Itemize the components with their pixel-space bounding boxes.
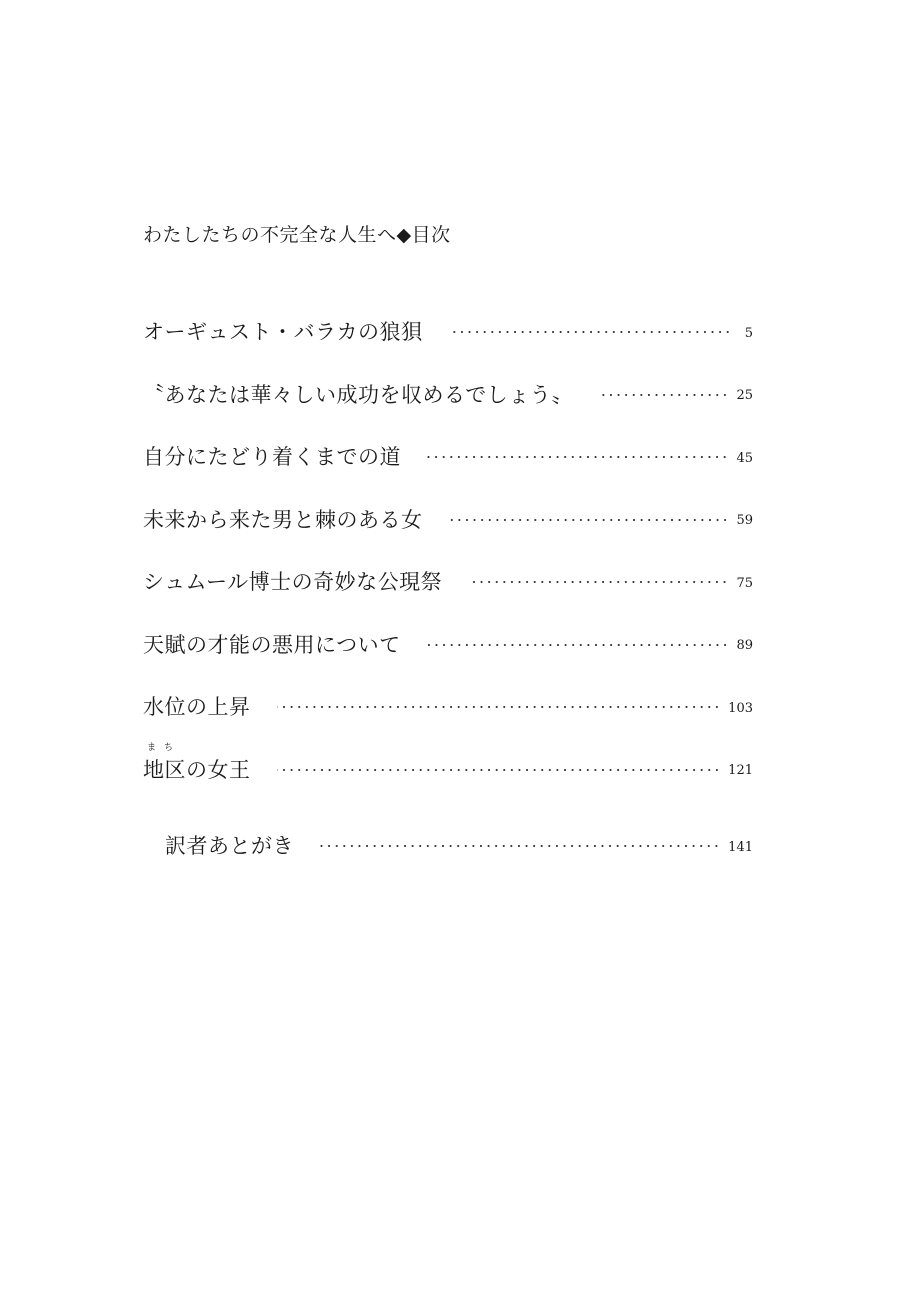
toc-entry-page: 59: [736, 513, 753, 529]
ruby-base-text: 地区: [143, 757, 186, 782]
ruby-base: [143, 742, 186, 784]
toc-entry-title: 未来から来た男と棘のある女: [143, 507, 423, 532]
toc-entry-page: 25: [736, 388, 753, 404]
dot-leader: [277, 706, 721, 708]
toc-entry-title-rest: の女王: [186, 757, 251, 782]
toc-entry: [143, 488, 753, 551]
toc-entry-title: 自分にたどり着くまでの道: [143, 445, 401, 470]
table-of-contents: [143, 300, 753, 877]
toc-entry: [143, 738, 753, 801]
dot-leader: [449, 519, 729, 521]
toc-entry-title: 訳者あとがき: [165, 834, 294, 859]
dot-leader: [427, 456, 728, 458]
toc-entry-title: シュムール博士の奇妙な公現祭: [143, 570, 443, 595]
toc-entry-title: オーギュスト・バラカの狼狽: [143, 320, 423, 345]
toc-entry-page: 121: [728, 763, 753, 779]
toc-entry: [143, 425, 753, 488]
toc-entry: [143, 300, 753, 363]
toc-entry-afterword: [143, 814, 753, 877]
dot-leader: [599, 394, 729, 396]
toc-entry-title: [143, 742, 251, 784]
toc-entry-title: 天賦の才能の悪用について: [143, 632, 401, 657]
dot-leader: [320, 845, 720, 847]
dot-leader: [468, 581, 728, 583]
toc-entry-title: 水位の上昇: [143, 695, 251, 720]
toc-entry: [143, 550, 753, 613]
dot-leader: [277, 769, 721, 771]
toc-entry: [143, 613, 753, 676]
ruby-annotation: まち: [147, 742, 182, 753]
toc-entry: [143, 675, 753, 738]
toc-entry-page: 5: [744, 325, 753, 341]
page-title: わたしたちの不完全な人生へ◆目次: [143, 224, 451, 246]
toc-entry-page: 103: [728, 700, 753, 716]
dot-leader: [427, 644, 729, 646]
toc-entry-page: 89: [736, 638, 753, 654]
toc-entry: [143, 363, 753, 426]
toc-entry-page: 45: [736, 450, 753, 466]
toc-entry-page: 75: [736, 575, 753, 591]
toc-entry-page: 141: [728, 839, 753, 855]
toc-entry-title: 〝あなたは華々しい成功を収めるでしょう〟: [143, 382, 573, 407]
dot-leader: [449, 331, 732, 333]
